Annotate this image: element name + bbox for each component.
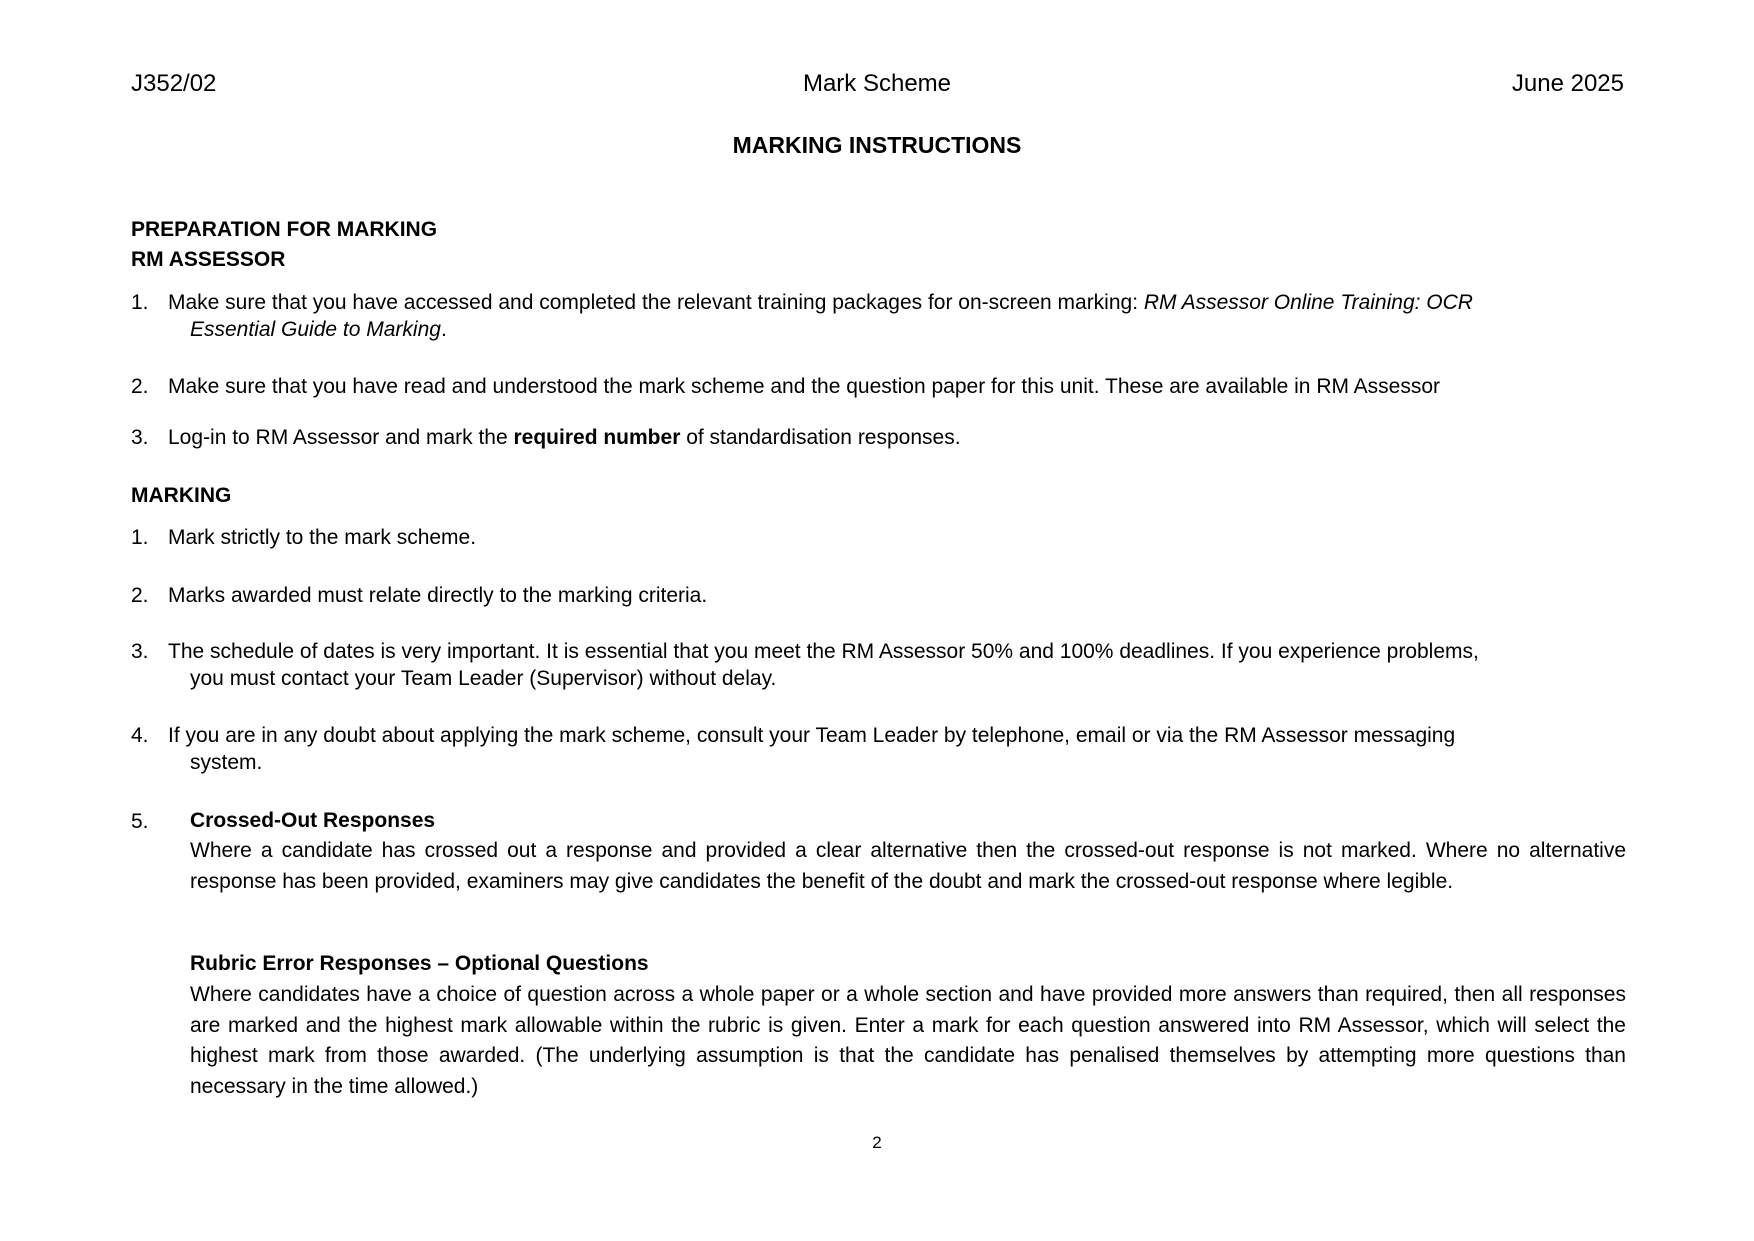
item-text: Log-in to RM Assessor and mark the <box>168 426 514 449</box>
preparation-heading: PREPARATION FOR MARKING <box>131 218 438 241</box>
item-text: Make sure that you have read and understood the mark scheme and the question paper for this unit. These are available in RM Assessor <box>168 375 1441 398</box>
marking-item-2 <box>131 582 1626 609</box>
item-number: 2. <box>131 584 149 607</box>
marking-item-1 <box>131 524 1626 551</box>
item-text: Make sure that you have accessed and completed the relevant training packages for on-screen marking: <box>168 291 1144 314</box>
crossed-out-text: Where a candidate has crossed out a response and provided a clear alternative then the crossed-out response is not marked. Where no alternative response has been provided, examiners may give candidates the benefit of the doubt and mark the crossed-out response where legible. <box>190 839 1626 893</box>
item-text: If you are in any doubt about applying the mark scheme, consult your Team Leader by telephone, email or via the RM Assessor messaging <box>168 724 1456 747</box>
item-number: 3. <box>131 640 149 663</box>
required-number-emphasis: required number <box>513 426 681 449</box>
rubric-error-heading: Rubric Error Responses – Optional Questions <box>190 952 649 975</box>
item-text: Marks awarded must relate directly to the marking criteria. <box>168 584 708 607</box>
marking-item-4 <box>131 722 1626 776</box>
training-title-cont: Essential Guide to Marking <box>190 318 441 341</box>
item-text-cont: you must contact your Team Leader (Supervisor) without delay. <box>190 667 777 690</box>
preparation-item-1 <box>131 289 1626 343</box>
rm-assessor-heading: RM ASSESSOR <box>131 248 286 271</box>
crossed-out-heading: Crossed-Out Responses <box>190 809 436 832</box>
item-number: 2. <box>131 375 149 398</box>
item-number: 3. <box>131 426 149 449</box>
item-number: 1. <box>131 526 149 549</box>
page-number: 2 <box>872 1133 882 1152</box>
item-number: 4. <box>131 724 149 747</box>
marking-item-3 <box>131 638 1626 692</box>
item-text: Mark strictly to the mark scheme. <box>168 526 477 549</box>
page-title: MARKING INSTRUCTIONS <box>732 132 1022 158</box>
item-text-end: of standardisation responses. <box>680 426 961 449</box>
item-number: 1. <box>131 291 149 314</box>
header-date: June 2025 <box>1511 70 1624 97</box>
header-doc-title: Mark Scheme <box>802 70 952 97</box>
training-title: RM Assessor Online Training: OCR <box>1143 291 1473 314</box>
marking-heading: MARKING <box>131 484 232 507</box>
preparation-item-3 <box>131 424 1626 451</box>
item-text: The schedule of dates is very important. It is essential that you meet the RM Assessor 50% and 100% deadlines. If you experience problems, <box>168 640 1479 663</box>
marking-item-5-number: 5. <box>131 810 149 833</box>
item-text-cont: system. <box>190 751 263 774</box>
preparation-item-2 <box>131 373 1626 400</box>
header-paper-code: J352/02 <box>131 70 217 97</box>
item-text-end: . <box>440 318 447 341</box>
rubric-error-text: Where candidates have a choice of question across a whole paper or a whole section and have provided more answers than required, then all responses are marked and the highest mark allowable within the rubric is given. Enter a mark for each question answered into RM Assessor, which will select the highest mark from those awarded. (The underlying assumption is that the candidate has penalised themselves by attempting more questions than necessary in the time allowed.) <box>190 983 1626 1098</box>
